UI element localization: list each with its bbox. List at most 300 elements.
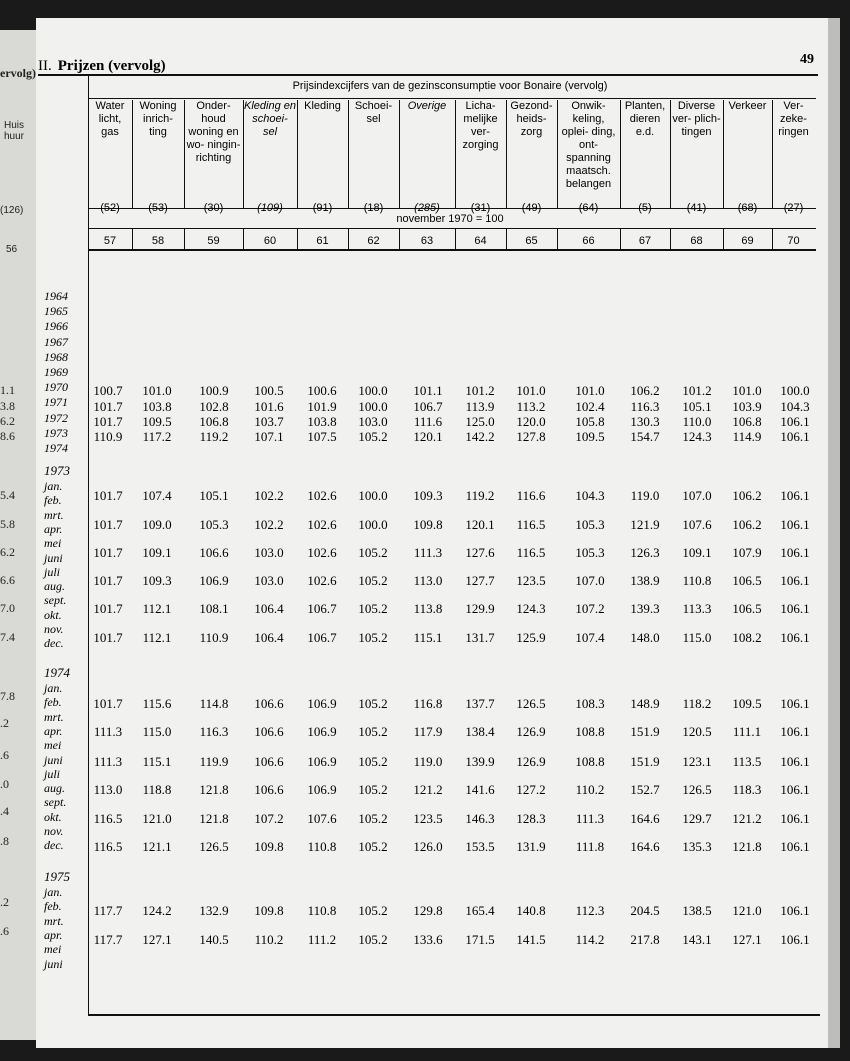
table-cell: 131.7: [465, 630, 495, 645]
section-number: II.: [38, 58, 52, 74]
left-page-value: 6.2: [0, 414, 15, 428]
row-label: feb.: [44, 493, 62, 508]
table-cell: 106.1: [780, 724, 810, 739]
table-cell: 105.2: [358, 932, 388, 947]
row-label: okt.: [44, 809, 62, 824]
table-cell: 100.0: [780, 383, 810, 398]
column-number: 57: [103, 235, 117, 247]
table-cell: 120.1: [465, 517, 495, 532]
table-cell: 117.2: [142, 429, 172, 444]
table-cell: 103.8: [307, 414, 337, 429]
table-cell: 105.8: [575, 414, 605, 429]
column-weight: (53): [148, 202, 168, 214]
column-number: 67: [638, 235, 652, 247]
previous-page-strip: [0, 30, 38, 1040]
table-cell: 114.2: [575, 932, 605, 947]
left-page-value: .4: [0, 804, 9, 818]
column-header: Verkeer: [728, 100, 767, 112]
column-number: 69: [741, 235, 754, 247]
row-label: apr.: [44, 927, 63, 942]
table-cell: 105.2: [358, 601, 388, 616]
table-cell: 116.6: [516, 488, 546, 503]
table-cell: 107.4: [142, 488, 172, 503]
row-label: mei: [44, 942, 62, 957]
table-cell: 143.1: [682, 932, 712, 947]
table-cell: 119.0: [630, 488, 660, 503]
table-cell: 106.9: [307, 782, 337, 797]
row-label: 1965: [44, 304, 68, 319]
row-label: 1974: [44, 665, 70, 680]
table-cell: 102.6: [307, 517, 337, 532]
colnum-bottom-rule: [88, 249, 816, 251]
column-divider: [297, 100, 298, 208]
left-page-value: .0: [0, 777, 9, 791]
table-cell: 118.2: [682, 696, 712, 711]
left-page-header: Huis huur: [4, 120, 25, 142]
base-note: november 1970 = 100: [396, 213, 504, 225]
table-cell: 118.8: [142, 782, 172, 797]
left-page-value: 6.2: [0, 545, 15, 559]
row-label: juni: [44, 550, 63, 565]
table-cell: 106.7: [307, 601, 337, 616]
table-cell: 103.0: [254, 573, 284, 588]
table-cell: 116.5: [93, 839, 123, 854]
column-weight: (109): [257, 202, 283, 214]
table-cell: 120.0: [516, 414, 546, 429]
table-cell: 121.8: [199, 811, 229, 826]
table-cell: 103.0: [358, 414, 388, 429]
table-cell: 110.2: [575, 782, 605, 797]
row-label: nov.: [44, 824, 64, 838]
left-page-value: .8: [0, 834, 9, 848]
table-cell: 106.1: [780, 932, 810, 947]
table-cell: 109.5: [732, 696, 762, 711]
table-cell: 111.8: [575, 839, 605, 854]
table-cell: 121.0: [732, 903, 762, 918]
table-cell: 107.4: [575, 630, 605, 645]
column-header: Water licht, gas: [95, 100, 125, 138]
column-header: Diverse ver- plich- tingen: [672, 100, 721, 138]
table-cell: 105.2: [358, 724, 388, 739]
table-title: Prijsindexcijfers van de gezinsconsumptie voor Bonaire (vervolg): [292, 80, 608, 92]
table-cell: 103.8: [142, 399, 172, 414]
table-cell: 106.4: [254, 601, 284, 616]
left-page-value: 6.6: [0, 573, 15, 587]
table-cell: 125.9: [516, 630, 546, 645]
table-cell: 113.9: [465, 399, 495, 414]
table-cell: 100.0: [358, 383, 388, 398]
table-cell: 109.1: [142, 545, 172, 560]
column-header: Kleding en schoei- sel: [244, 100, 296, 138]
column-weight: (91): [312, 202, 333, 214]
table-cell: 139.3: [630, 601, 660, 616]
left-page-value: 3.8: [0, 399, 15, 413]
table-cell: 165.4: [465, 903, 495, 918]
column-weight: (64): [578, 202, 599, 214]
table-cell: 101.0: [142, 383, 172, 398]
table-cell: 102.6: [307, 545, 337, 560]
column-weight: (31): [470, 202, 491, 214]
column-number: 68: [690, 235, 703, 247]
row-label: mei: [44, 536, 62, 551]
table-cell: 107.6: [682, 517, 712, 532]
table-cell: 107.0: [575, 573, 605, 588]
section-title: [38, 58, 166, 75]
table-cell: 121.8: [732, 839, 762, 854]
table-cell: 101.7: [93, 573, 123, 588]
row-label: nov.: [44, 622, 64, 636]
row-label: jan.: [44, 885, 63, 899]
column-header: Ver- zeke- ringen: [778, 100, 809, 138]
table-cell: 121.2: [413, 782, 443, 797]
left-page-value: 7.8: [0, 689, 15, 703]
left-page-value: 5.8: [0, 517, 15, 531]
table-cell: 101.0: [732, 383, 762, 398]
table-cell: 109.5: [575, 429, 605, 444]
table-cell: 105.2: [358, 811, 388, 826]
table-cell: 112.1: [142, 601, 172, 616]
table-cell: 115.1: [413, 630, 443, 645]
table-cell: 110.9: [93, 429, 123, 444]
table-cell: 121.9: [630, 517, 660, 532]
table-cell: 117.7: [93, 932, 123, 947]
table-cell: 101.7: [93, 399, 123, 414]
column-header: Overige: [407, 100, 447, 112]
table-cell: 116.8: [413, 696, 443, 711]
row-label: aug.: [44, 579, 65, 594]
table-cell: 102.4: [575, 399, 605, 414]
table-cell: 164.6: [630, 839, 660, 854]
table-cell: 105.3: [575, 517, 605, 532]
table-cell: 111.1: [732, 724, 762, 739]
table-cell: 107.9: [732, 545, 762, 560]
table-cell: 127.1: [142, 932, 172, 947]
column-weight: (41): [686, 202, 707, 214]
table-cell: 124.3: [516, 601, 546, 616]
table-cell: 125.0: [465, 414, 495, 429]
table-cell: 108.8: [575, 724, 605, 739]
row-label: mrt.: [44, 913, 64, 928]
table-cell: 124.3: [682, 429, 712, 444]
column-header: Woning inrich- ting: [139, 100, 177, 138]
table-cell: 129.7: [682, 811, 712, 826]
table-cell: 103.9: [732, 399, 762, 414]
table-cell: 101.0: [575, 383, 605, 398]
table-cell: 106.6: [254, 696, 284, 711]
table-cell: 111.2: [307, 932, 337, 947]
table-cell: 106.7: [413, 399, 443, 414]
table-cell: 126.3: [630, 545, 660, 560]
table-cell: 140.8: [516, 903, 546, 918]
table-cell: 113.0: [413, 573, 443, 588]
table-cell: 111.3: [93, 754, 123, 769]
table-cell: 105.1: [682, 399, 712, 414]
row-label: mei: [44, 738, 62, 753]
table-cell: 138.9: [630, 573, 660, 588]
left-page-value: 8.6: [0, 429, 15, 443]
table-cell: 101.2: [682, 383, 712, 398]
table-cell: 114.8: [199, 696, 229, 711]
table-cell: 106.6: [254, 782, 284, 797]
left-page-value: .6: [0, 748, 9, 762]
table-cell: 106.1: [780, 429, 810, 444]
row-label: 1975: [44, 869, 70, 884]
table-cell: 103.7: [254, 414, 284, 429]
table-cell: 123.5: [413, 811, 443, 826]
table-cell: 110.9: [199, 630, 229, 645]
table-cell: 111.6: [413, 414, 443, 429]
table-cell: 110.0: [682, 414, 712, 429]
table-cell: 106.9: [307, 724, 337, 739]
column-header: Onder- houd woning en wo- ningin- richting: [186, 100, 241, 164]
table-cell: 104.3: [575, 488, 605, 503]
column-number: 64: [474, 235, 487, 247]
table-cell: 116.3: [199, 724, 229, 739]
table-cell: 101.2: [465, 383, 495, 398]
row-label: 1973: [44, 425, 68, 440]
table-cell: 105.2: [358, 903, 388, 918]
table-cell: 106.1: [780, 573, 810, 588]
table-cell: 151.9: [630, 754, 660, 769]
table-cell: 129.9: [465, 601, 495, 616]
row-label: 1971: [44, 395, 68, 410]
column-number: 65: [525, 235, 538, 247]
table-cell: 101.7: [93, 545, 123, 560]
table-cell: 109.8: [254, 839, 284, 854]
table-cell: 113.3: [682, 601, 712, 616]
table-cell: 115.1: [142, 754, 172, 769]
table-cell: 103.0: [254, 545, 284, 560]
table-cell: 106.1: [780, 811, 810, 826]
table-cell: 153.5: [465, 839, 495, 854]
table-cell: 138.5: [682, 903, 712, 918]
bottom-rule: [88, 1014, 820, 1016]
row-label: juli: [44, 564, 61, 579]
table-cell: 116.5: [93, 811, 123, 826]
table-cell: 204.5: [630, 903, 660, 918]
table-cell: 115.0: [142, 724, 172, 739]
table-cell: 106.6: [199, 545, 229, 560]
column-number: 63: [420, 235, 434, 247]
left-page-value: .2: [0, 716, 9, 730]
table-cell: 101.7: [93, 517, 123, 532]
page-edge: [828, 18, 840, 1048]
table-cell: 121.2: [732, 811, 762, 826]
table-cell: 106.1: [780, 601, 810, 616]
table-cell: 126.5: [516, 696, 546, 711]
table-cell: 107.6: [307, 811, 337, 826]
table-cell: 102.2: [254, 517, 284, 532]
table-cell: 105.2: [358, 696, 388, 711]
table-cell: 106.4: [254, 630, 284, 645]
table-cell: 106.7: [307, 630, 337, 645]
table-cell: 102.6: [307, 573, 337, 588]
table-cell: 113.0: [93, 782, 123, 797]
table-cell: 106.1: [780, 903, 810, 918]
table-cell: 126.0: [413, 839, 443, 854]
table-cell: 132.9: [199, 903, 229, 918]
table-cell: 120.1: [413, 429, 443, 444]
row-label: feb.: [44, 899, 62, 914]
column-header: Gezond- heids- zorg: [510, 100, 553, 138]
table-cell: 109.8: [254, 903, 284, 918]
table-cell: 111.3: [413, 545, 443, 560]
left-page-value: .2: [0, 895, 9, 909]
table-cell: 105.2: [358, 429, 388, 444]
table-cell: 114.9: [732, 429, 762, 444]
left-page-value: 1.1: [0, 383, 15, 397]
column-weight: (52): [100, 202, 120, 214]
table-cell: 141.5: [516, 932, 546, 947]
row-label: sept.: [44, 593, 67, 608]
table-cell: 106.1: [780, 517, 810, 532]
section-title-text: Prijzen (vervolg): [57, 58, 166, 74]
table-cell: 116.5: [516, 517, 546, 532]
table-cell: 100.0: [358, 517, 388, 532]
column-weight: (49): [521, 202, 542, 214]
table-cell: 106.5: [732, 573, 762, 588]
table-cell: 106.9: [199, 573, 229, 588]
table-cell: 108.1: [199, 601, 229, 616]
table-cell: 109.0: [142, 517, 172, 532]
table-cell: 119.0: [413, 754, 443, 769]
table-cell: 106.9: [307, 696, 337, 711]
table-cell: 105.2: [358, 839, 388, 854]
table-cell: 113.8: [413, 601, 443, 616]
column-number: 60: [263, 235, 277, 247]
table-cell: 154.7: [630, 429, 660, 444]
table-cell: 152.7: [630, 782, 660, 797]
table-cell: 138.4: [465, 724, 495, 739]
table-cell: 106.1: [780, 754, 810, 769]
table-cell: 126.5: [199, 839, 229, 854]
title-rule: [88, 98, 816, 99]
left-page-value: .6: [0, 924, 9, 938]
row-label: 1973: [44, 463, 70, 478]
table-cell: 105.3: [575, 545, 605, 560]
table-cell: 106.2: [732, 517, 762, 532]
column-number: 70: [787, 235, 800, 247]
row-label: sept.: [44, 795, 67, 810]
table-cell: 126.9: [516, 754, 546, 769]
table-cell: 107.2: [254, 811, 284, 826]
table-cell: 106.6: [254, 754, 284, 769]
row-label: okt.: [44, 607, 62, 622]
table-cell: 111.3: [575, 811, 605, 826]
table-cell: 127.2: [516, 782, 546, 797]
left-page-value: 5.4: [0, 488, 15, 502]
table-cell: 110.8: [307, 839, 337, 854]
table-cell: 121.1: [142, 839, 172, 854]
row-label: mrt.: [44, 709, 64, 724]
top-rule: [38, 74, 818, 76]
table-cell: 139.9: [465, 754, 495, 769]
table-cell: 110.2: [254, 932, 284, 947]
row-label: apr.: [44, 521, 63, 536]
table-cell: 135.3: [682, 839, 712, 854]
row-label: mrt.: [44, 507, 64, 522]
left-page-value: 7.0: [0, 601, 15, 615]
table-cell: 121.0: [142, 811, 172, 826]
table-cell: 109.5: [142, 414, 172, 429]
row-label: feb.: [44, 695, 62, 710]
table-cell: 101.6: [254, 399, 284, 414]
table-cell: 106.6: [254, 724, 284, 739]
table-cell: 151.9: [630, 724, 660, 739]
table-cell: 120.5: [682, 724, 712, 739]
table-cell: 106.1: [780, 630, 810, 645]
column-divider: [399, 100, 400, 208]
table-cell: 107.1: [254, 429, 284, 444]
left-page-tab: ervolg): [0, 66, 36, 80]
table-cell: 106.9: [307, 754, 337, 769]
table-cell: 142.2: [465, 429, 495, 444]
table-cell: 119.2: [199, 429, 229, 444]
row-label: apr.: [44, 723, 63, 738]
table-cell: 112.3: [575, 903, 605, 918]
table-cell: 101.0: [516, 383, 546, 398]
table-cell: 105.2: [358, 782, 388, 797]
table-cell: 126.9: [516, 724, 546, 739]
table-cell: 100.6: [307, 383, 337, 398]
table-cell: 112.1: [142, 630, 172, 645]
table-cell: 119.2: [465, 488, 495, 503]
table-cell: 115.6: [142, 696, 172, 711]
table-cell: 123.5: [516, 573, 546, 588]
table-cell: 102.2: [254, 488, 284, 503]
table-cell: 171.5: [465, 932, 495, 947]
column-weight: (30): [203, 202, 224, 214]
table-cell: 111.3: [93, 724, 123, 739]
row-label: juni: [44, 956, 63, 971]
table-cell: 116.3: [630, 399, 660, 414]
row-label: 1969: [44, 365, 68, 379]
table-cell: 101.7: [93, 696, 123, 711]
row-label: 1967: [44, 334, 68, 349]
table-cell: 105.2: [358, 630, 388, 645]
table-cell: 127.8: [516, 429, 546, 444]
table-cell: 108.3: [575, 696, 605, 711]
table-cell: 106.2: [732, 488, 762, 503]
table-cell: 102.8: [199, 399, 229, 414]
table-cell: 124.2: [142, 903, 172, 918]
table-cell: 106.5: [732, 601, 762, 616]
table-cell: 101.7: [93, 488, 123, 503]
table-cell: 106.1: [780, 545, 810, 560]
row-label: juli: [44, 766, 61, 781]
table-cell: 127.6: [465, 545, 495, 560]
table-cell: 140.5: [199, 932, 229, 947]
column-weight: (27): [783, 202, 804, 214]
table-cell: 106.8: [732, 414, 762, 429]
table-cell: 113.2: [516, 399, 546, 414]
row-label: 1968: [44, 349, 68, 364]
column-weight: (68): [737, 202, 758, 214]
table-cell: 107.0: [682, 488, 712, 503]
table-cell: 115.0: [682, 630, 712, 645]
table-cell: 104.3: [780, 399, 810, 414]
table-cell: 105.3: [199, 517, 229, 532]
table-cell: 129.8: [413, 903, 443, 918]
table-cell: 101.1: [413, 383, 443, 398]
table-cell: 105.2: [358, 573, 388, 588]
column-number: 58: [151, 235, 165, 247]
table-cell: 102.6: [307, 488, 337, 503]
column-divider: [723, 100, 724, 208]
column-weight: (18): [363, 202, 384, 214]
table-cell: 106.1: [780, 696, 810, 711]
row-label: dec.: [44, 838, 64, 853]
